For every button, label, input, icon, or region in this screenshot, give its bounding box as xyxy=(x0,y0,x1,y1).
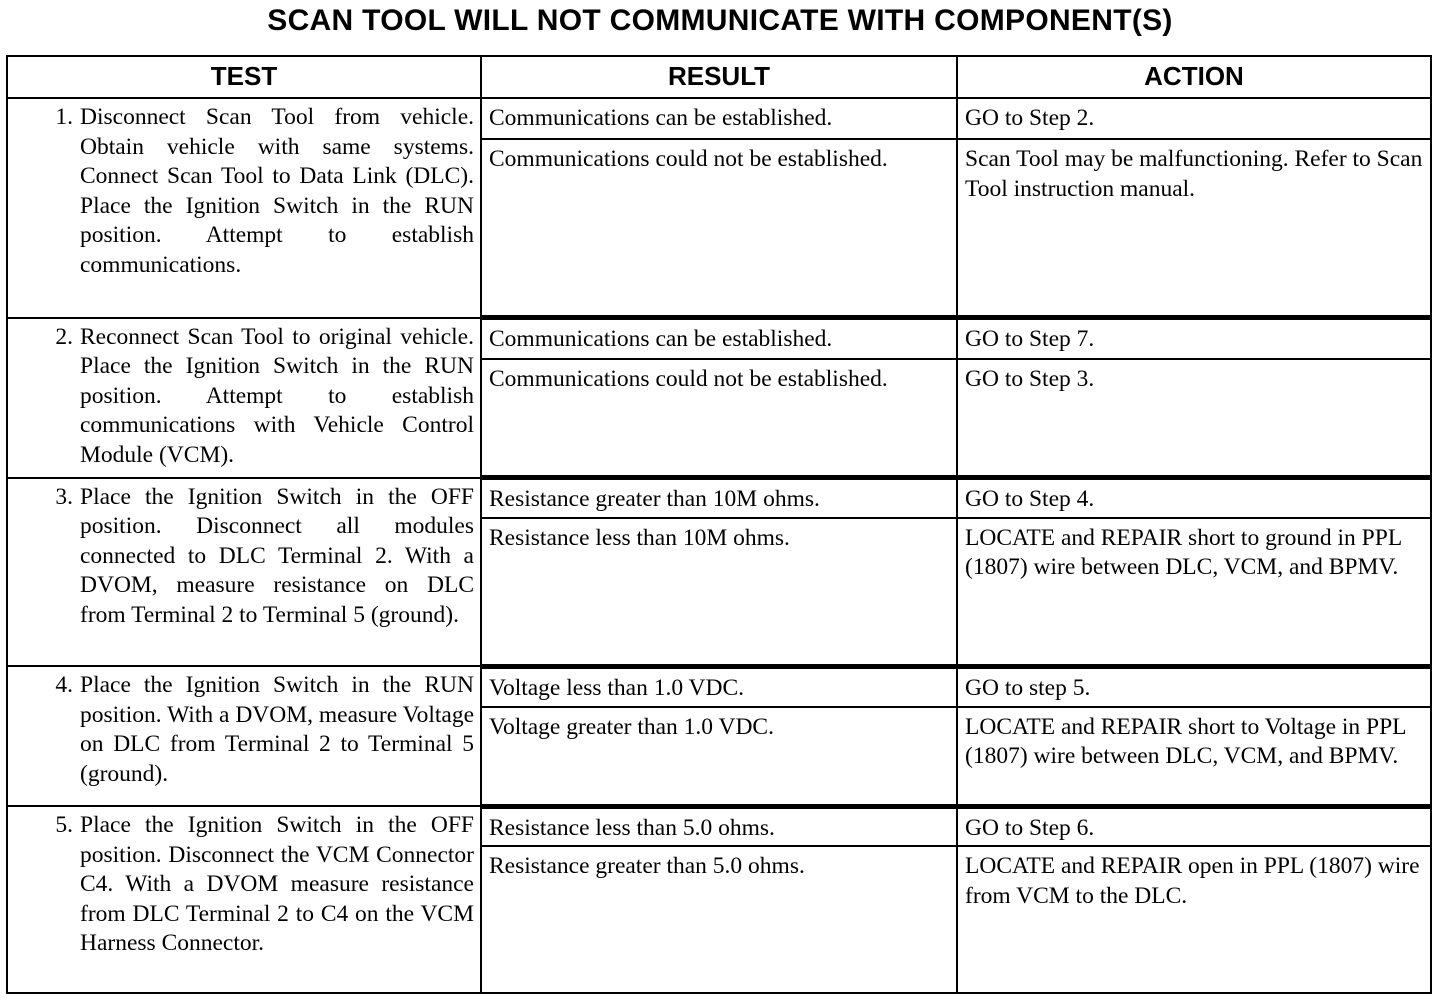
action-cell: GO to Step 6. xyxy=(957,806,1431,846)
table-row xyxy=(7,98,1431,139)
test-instructions: Reconnect Scan Tool to original vehicle. Place the Ignition Switch in the RUN position. Attempt to establish communications with Vehicle Control Module (VCM). xyxy=(80,323,474,468)
action-cell: LOCATE and REPAIR short to Voltage in PPL (1807) wire between DLC, VCM, and BPMV. xyxy=(957,707,1431,806)
column-header-result: RESULT xyxy=(481,56,957,98)
step-number: 1. xyxy=(55,104,73,130)
test-cell-step-5 xyxy=(7,806,481,993)
step-number: 4. xyxy=(55,672,73,699)
action-cell: GO to Step 7. xyxy=(957,318,1431,359)
table-row xyxy=(7,806,1431,846)
result-cell: Communications could not be established. xyxy=(481,359,957,478)
table-row xyxy=(7,666,1431,706)
test-instructions: Place the Ignition Switch in the OFF position. Disconnect the VCM Connector C4. With a DVOM measure resistance from DLC Terminal 2 to C4 on the VCM Harness Connector. xyxy=(80,812,474,957)
action-cell: Scan Tool may be malfunctioning. Refer to Scan Tool instruction manual. xyxy=(957,139,1431,318)
table-row xyxy=(7,478,1431,518)
test-instructions: Disconnect Scan Tool from vehicle. Obtain vehicle with same systems. Connect Scan Tool to Data Link (DLC). Place the Ignition Switch in the RUN position. Attempt to establish communications. xyxy=(80,104,474,278)
result-cell: Communications could not be established. xyxy=(481,139,957,318)
action-cell: GO to Step 3. xyxy=(957,359,1431,478)
result-cell: Resistance greater than 5.0 ohms. xyxy=(481,846,957,993)
test-cell-step-1 xyxy=(7,98,481,318)
action-cell: GO to Step 4. xyxy=(957,478,1431,518)
test-instructions: Place the Ignition Switch in the RUN position. With a DVOM, measure Voltage on DLC from Terminal 2 to Terminal 5 (ground). xyxy=(80,672,474,787)
diagnostic-table xyxy=(6,55,1432,994)
step-number: 5. xyxy=(55,812,73,839)
table-row xyxy=(7,318,1431,359)
result-cell: Voltage greater than 1.0 VDC. xyxy=(481,707,957,806)
test-cell-step-2 xyxy=(7,318,481,478)
result-cell: Resistance less than 5.0 ohms. xyxy=(481,806,957,846)
result-cell: Voltage less than 1.0 VDC. xyxy=(481,666,957,706)
test-cell-step-3 xyxy=(7,478,481,667)
result-cell: Communications can be established. xyxy=(481,98,957,139)
column-header-action: ACTION xyxy=(957,56,1431,98)
action-cell: GO to Step 2. xyxy=(957,98,1431,139)
header-row xyxy=(7,56,1431,98)
action-cell: GO to step 5. xyxy=(957,666,1431,706)
test-instructions: Place the Ignition Switch in the OFF position. Disconnect all modules connected to DLC Terminal 2. With a DVOM, measure resistance on DLC from Terminal 2 to Terminal 5 (ground). xyxy=(80,483,474,628)
test-cell-step-4 xyxy=(7,666,481,806)
step-number: 3. xyxy=(55,483,73,510)
step-number: 2. xyxy=(55,323,73,350)
result-cell: Communications can be established. xyxy=(481,318,957,359)
action-cell: LOCATE and REPAIR open in PPL (1807) wire from VCM to the DLC. xyxy=(957,846,1431,993)
action-cell: LOCATE and REPAIR short to ground in PPL (1807) wire between DLC, VCM, and BPMV. xyxy=(957,518,1431,667)
result-cell: Resistance less than 10M ohms. xyxy=(481,518,957,667)
result-cell: Resistance greater than 10M ohms. xyxy=(481,478,957,518)
page-title: SCAN TOOL WILL NOT COMMUNICATE WITH COMPONENT(S) xyxy=(267,4,1173,37)
column-header-test: TEST xyxy=(7,56,481,98)
